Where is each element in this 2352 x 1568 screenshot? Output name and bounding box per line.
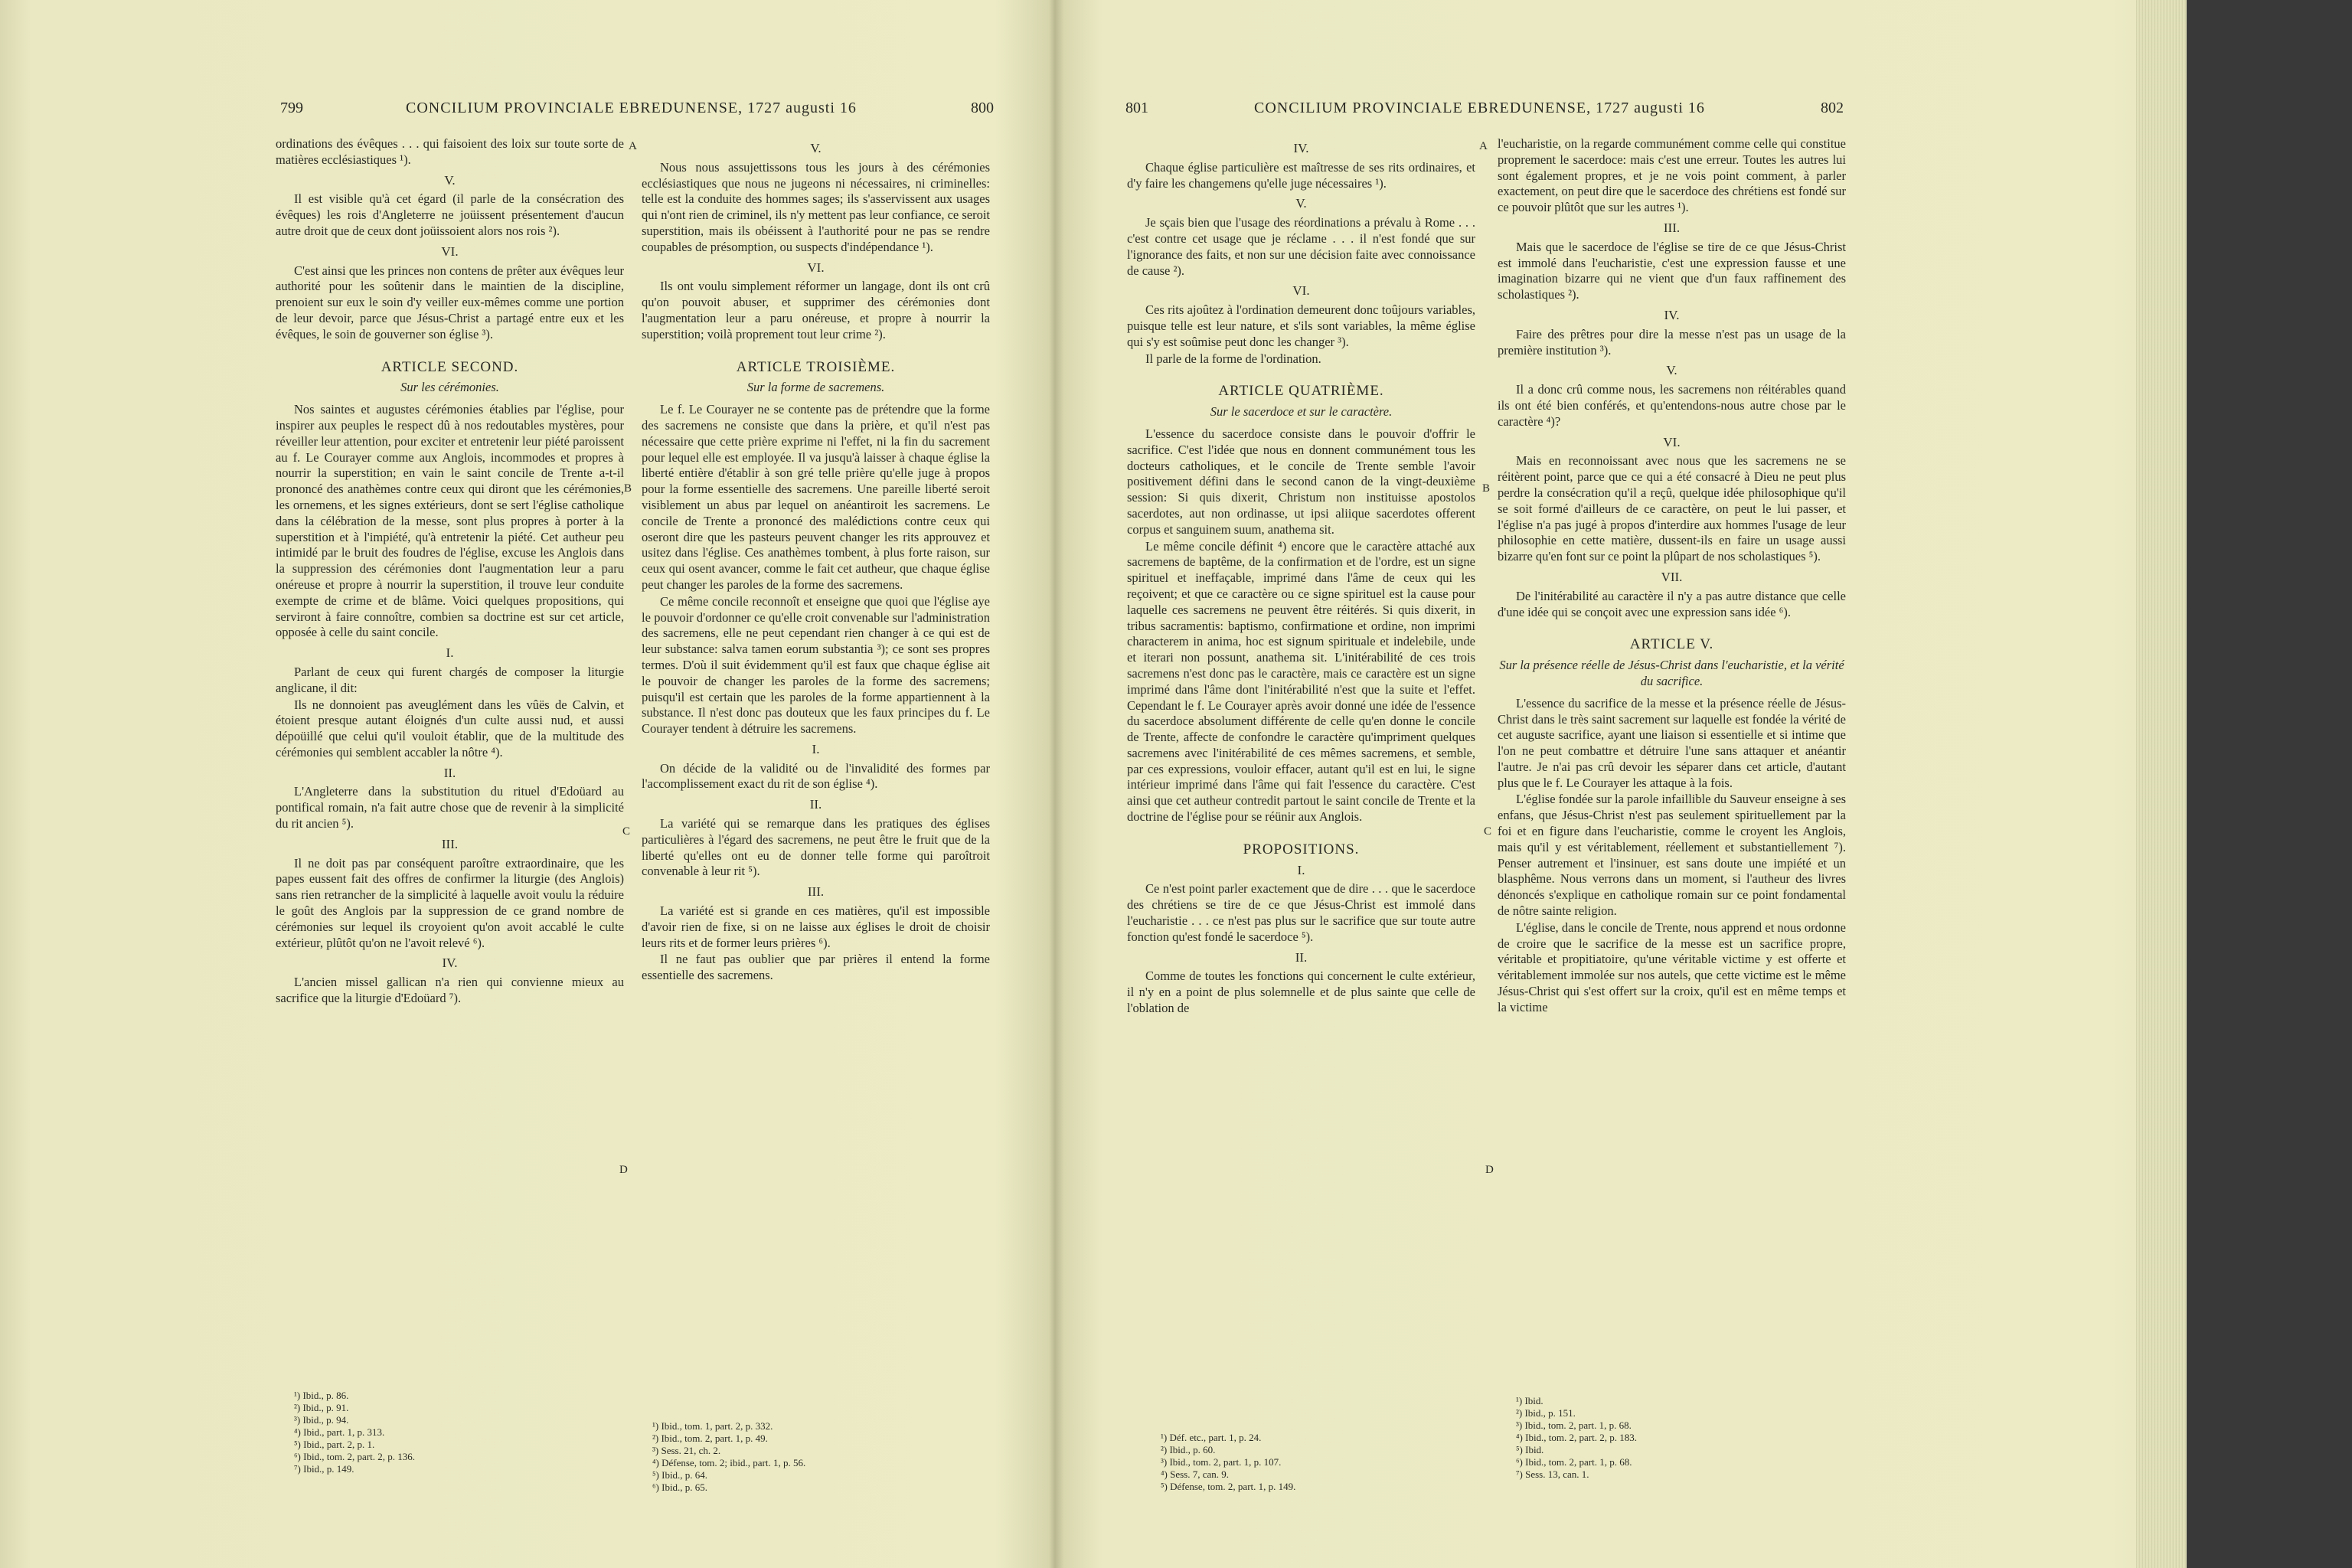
running-title: CONCILIUM PROVINCIALE EBREDUNENSE, 1727 augusti 16 — [1254, 100, 1705, 116]
paragraph: La variété qui se remarque dans les pratiques des églises particulières à l'égard des sacremens, ne peut être le fruit que de la liberté qu'elles ont eu de donner telle forme qui paroîtroit convenable à leur rit ⁵). — [642, 816, 990, 879]
section-number: I. — [812, 741, 820, 756]
background-cloth — [2187, 0, 2352, 1568]
footnote: ⁴) Sess. 7, can. 9. — [1161, 1468, 1230, 1480]
footnote: ⁶) Ibid., p. 65. — [652, 1481, 708, 1493]
page-number: 799 — [280, 100, 303, 116]
section-number: IV. — [1293, 141, 1309, 155]
footnote: ¹) Déf. etc., part. 1, p. 24. — [1161, 1432, 1262, 1443]
paragraph: Comme de toutes les fonctions qui concernent le culte extérieur, il n'y en a point de plus solemnelle et de plus sainte que celle de l'oblation de — [1127, 969, 1475, 1016]
paragraph: Il a donc crû comme nous, les sacremens non réitérables quand ils ont été bien conférés, et qu'entendons-nous autre chose par le caractère ⁴)? — [1498, 382, 1846, 429]
margin-letter: C — [622, 825, 631, 838]
running-title: CONCILIUM PROVINCIALE EBREDUNENSE, 1727 augusti 16 — [406, 100, 857, 116]
section-number: VI. — [441, 243, 459, 259]
margin-letter: D — [619, 1164, 628, 1176]
footnote: ⁵) Ibid., p. 64. — [652, 1469, 708, 1481]
paragraph: On décide de la validité ou de l'invalidité des formes par l'accomplissement exact du rit de son église ⁴). — [642, 760, 990, 792]
footnote: ¹) Ibid. — [1516, 1395, 1544, 1406]
paragraph: Il ne doit pas par conséquent paroître extraordinaire, que les papes eussent fait des offres de confirmer la liturgie (des Anglois) sans rien retrancher de la simplicité à laquelle avoit voulu la réduire le goût des Anglois par la suppression de ce grand nombre de cérémonies sur lequel ils croyoient qu'on avoit accablé le culte extérieur, plûtôt qu'on ne l'avoit relevé ⁶). — [276, 855, 624, 950]
paragraph: Ce n'est point parler exactement que de dire . . . que le sacerdoce des chrétiens se tire de ce que Jésus-Christ est immolé dans l'eucharistie . . . ce n'est pas plus sur le sacrifice que sur toute autre fonction qu'est fondé le sacerdoce ⁵). — [1127, 881, 1475, 944]
footnote: ⁵) Ibid., part. 2, p. 1. — [294, 1439, 375, 1450]
section-number: V. — [1295, 196, 1307, 211]
section-number: VI. — [1663, 434, 1681, 449]
paragraph: Ils ont voulu simplement réformer un langage, dont ils ont crû qu'on pouvoit abuser, et supprimer des cérémonies dont l'augmentation leur a paru onéreuse, et propre à nourrir la superstition; voilà proprement tout leur crime ²). — [642, 279, 990, 341]
paragraph: Il parle de la forme de l'ordination. — [1145, 351, 1321, 366]
footnote: ²) Ibid., p. 91. — [294, 1402, 349, 1413]
paragraph: L'essence du sacrifice de la messe et la présence réelle de Jésus-Christ dans le très saint sacrement sur laquelle est fondée la vérité de cet auguste sacrifice, ayant une liaison si essentielle et si intime que l'on ne peut combattre et détruire l'une sans attaquer et anéantir l'autre. Je n'ai pas crû devoir les séparer dans cet article, d'autant plus que le f. Le Courayer les attaque à la fois. — [1498, 695, 1846, 790]
article-heading: ARTICLE V. — [1629, 636, 1714, 653]
section-number: III. — [441, 836, 459, 851]
section-number: V. — [1666, 363, 1677, 378]
paragraph: La variété est si grande en ces matières, qu'il est impossible d'avoir rien de fixe, si on ne laisse aux églises le droit de choisir leurs rits et de former leurs prières ⁶). — [642, 903, 990, 950]
footnote: ¹) Ibid., tom. 1, part. 2, p. 332. — [652, 1420, 773, 1432]
section-number: II. — [443, 765, 456, 780]
section-number: VI. — [1292, 283, 1310, 299]
footnote: ²) Ibid., tom. 2, part. 1, p. 49. — [652, 1432, 768, 1444]
section-number: II. — [809, 797, 822, 812]
footnote: ⁴) Défense, tom. 2; ibid., part. 1, p. 56. — [652, 1457, 806, 1468]
left-page — [0, 0, 1049, 1568]
page-number: 802 — [1821, 100, 1844, 116]
paragraph: De l'initérabilité au caractère il n'y a pas autre distance que celle d'une idée qui se conçoit avec une expression sans idée ⁶). — [1498, 588, 1846, 619]
paragraph: Chaque église particulière est maîtresse de ses rits ordinaires, et d'y faire les changemens qu'elle juge nécessaires ¹). — [1127, 159, 1475, 191]
footnotes-column-2 — [652, 1420, 805, 1494]
footnotes-column-2 — [1516, 1395, 1637, 1481]
footnote: ¹) Ibid., p. 86. — [294, 1390, 349, 1401]
section-number: III. — [1663, 220, 1681, 235]
footnote: ³) Ibid., tom. 2, part. 1, p. 107. — [1161, 1456, 1282, 1468]
paragraph: Il ne faut pas oublier que par prières il entend la forme essentielle des sacremens. — [642, 952, 990, 983]
paragraph: l'eucharistie, on la regarde communément comme celle qui constitue proprement le sacerdoce: mais c'est une erreur. Toutes les autres lui sont également propres, et je ne vois point comment, à parler exactement, on peut dire que le sacerdoce des chrétiens est fondé sur ce pouvoir plûtôt que sur les autres ¹). — [1498, 136, 1846, 215]
paragraph: Parlant de ceux qui furent chargés de composer la liturgie anglicane, il dit: — [276, 664, 624, 695]
page-number: 801 — [1125, 100, 1148, 116]
paragraph: Nos saintes et augustes cérémonies établies par l'église, pour inspirer aux peuples le respect dû à nos redoutables mystères, pour réveiller leur attention, pour exciter et entretenir leur piété paroissent au f. Le Courayer comme aux Anglois, incommodes et propres à nourrir la superstition; en vain le saint concile de Trente a-t-il prononcé des anathèmes contre ceux qui diront que les cérémonies, les ornemens, et les signes extérieurs, dont se sert l'église catholique dans la célébration de la messe, sont plus propres à porter à la superstition et à l'impiété, qu'à entretenir la piété. Cet autheur peu intimidé par le bruit des foudres de l'église, excuse les Anglois dans la suppression des cérémonies dont l'augmentation leur a paru onéreuse et propre à nourrir la superstition, il trouve leur conduite exempte de crime et de blâme. Voici quelques propositions, qui serviront à faire connoître, combien sa doctrine est sur cet article, opposée à celle du saint concile. — [276, 402, 624, 640]
section-number: VII. — [1661, 569, 1683, 584]
section-number: IV. — [442, 956, 458, 971]
paragraph: ordinations des évêques . . . qui faisoient des loix sur toute sorte de matières ecclésiastiques ¹). — [276, 136, 624, 167]
article-subtitle: Sur la forme de sacremens. — [746, 380, 885, 395]
footnote: ⁵) Défense, tom. 2, part. 1, p. 149. — [1161, 1481, 1296, 1492]
paragraph: Ce même concile reconnoît et enseigne que quoi que l'église aye le pouvoir d'ordonner ce qu'elle croit convenable sur l'administration des sacremens, elle ne peut cependant rien changer à ce qui est de leur substance: salva tamen eorum substantia ³); ce sont ses propres termes. D'où il suit évidemment qu'il est faux que chaque église ait le pouvoir de changer les paroles de la forme des sacremens; puisqu'il est certain que les paroles de la forme appartiennent à la substance. Il n'est donc pas douteux que les faux principes du f. Le Courayer tendent à détruire les sacremens. — [642, 593, 990, 737]
article-heading: PROPOSITIONS. — [1243, 841, 1360, 858]
footnote: ²) Ibid., p. 60. — [1161, 1444, 1216, 1455]
running-header — [0, 100, 1049, 130]
section-number: I. — [446, 645, 454, 661]
text-column-1 — [276, 136, 624, 1008]
footnote: ³) Sess. 21, ch. 2. — [652, 1445, 721, 1456]
footnote: ³) Ibid., p. 94. — [294, 1414, 349, 1426]
paragraph: L'essence du sacerdoce consiste dans le pouvoir d'offrir le sacrifice. C'est l'idée que nous en donnent communément tous les docteurs catholiques, et le concile de Trente semble l'avoir positivement défini dans le second canon de la vingt-deuxième session: Si quis dixerit, Christum non instituisse apostolos sacerdotes, aut non ordinasse, ut ipsi aliique sacerdotes offerent corpus et sanguinem suum, anathema sit. — [1127, 426, 1475, 537]
footnote: ⁷) Ibid., p. 149. — [294, 1463, 354, 1475]
text-column-2 — [1498, 136, 1846, 1017]
paragraph: Faire des prêtres pour dire la messe n'est pas un usage de la première institution ³). — [1498, 326, 1846, 358]
running-header — [1087, 100, 2144, 130]
article-subtitle: Sur la présence réelle de Jésus-Christ dans l'eucharistie, et la vérité du sacrifice. — [1499, 658, 1844, 688]
section-number: VI. — [807, 260, 825, 275]
footnotes-column-1 — [294, 1390, 415, 1475]
section-number: II. — [1295, 949, 1308, 965]
margin-letter: B — [1482, 482, 1491, 495]
section-number: V. — [810, 141, 822, 155]
paragraph: Ils ne donnoient pas aveuglément dans les vûës de Calvin, et étoient presque autant éloignés d'un culte aussi nud, et aussi dépoüillé que celui qu'il vouloit établir, que de la multitude des cérémonies qui semblent accabler la nôtre ⁴). — [276, 697, 624, 760]
paragraph: L'Angleterre dans la substitution du rituel d'Edoüard au pontifical romain, n'a fait autre chose que de revenir à la simplicité du rit ancien ⁵). — [276, 784, 624, 831]
paragraph: Le f. Le Courayer ne se contente pas de prétendre que la forme des sacremens ne consiste que dans la prière, et qu'il n'est pas nécessaire que cette prière exprime ni l'effet, ni la fin du sacrement pour lequel elle est employée. Il va jusqu'à laisser à chaque église la liberté entière d'établir à son gré telle prière qu'elle juge à propos pour la forme essentielle des sacremens. Une pareille liberté seroit visiblement un abus par lequel on anéantiroit les sacremens. Le concile de Trente a prononcé des malédictions contre ceux qui oseront dire que les pasteurs peuvent changer les rits approuvez et usitez dans l'église. Ces anathèmes tombent, à plus forte raison, sur ceux qui osent avancer, comme le fait cet autheur, que chaque église peut changer les paroles de la forme des sacremens. — [642, 402, 990, 592]
margin-letter: D — [1485, 1164, 1494, 1176]
paragraph: Nous nous assujettissons tous les jours à des cérémonies ecclésiastiques que nous ne jugeons ni nécessaires, ni criminelles: telle est la conduite des hommes sages; ils s'asservissent aux usages qui n'ont rien de criminel, ils n'y mettent pas leur confiance, ce seroit superstition, mais ils obéissent à l'authorité pour ne pas se rendre coupables de présomption, ou suspects d'indépendance ¹). — [642, 159, 990, 254]
article-heading: ARTICLE SECOND. — [381, 358, 519, 375]
paragraph: Ces rits ajoûtez à l'ordination demeurent donc toûjours variables, puisque telle est leur nature, et s'ils sont variables, la même église qui s'y est soûmise peut donc les changer ³). — [1127, 302, 1475, 349]
page-number: 800 — [971, 100, 994, 116]
margin-letter: A — [629, 140, 637, 152]
margin-letter: A — [1479, 140, 1488, 152]
article-subtitle: Sur les cérémonies. — [400, 380, 499, 395]
margin-letter: B — [624, 482, 632, 495]
footnote: ⁴) Ibid., part. 1, p. 313. — [294, 1426, 385, 1438]
paragraph: L'ancien missel gallican n'a rien qui convienne mieux au sacrifice que la liturgie d'Edoüard ⁷). — [276, 975, 624, 1006]
footnote: ⁷) Sess. 13, can. 1. — [1516, 1468, 1589, 1480]
footnote: ⁵) Ibid. — [1516, 1444, 1544, 1455]
footnote: ⁶) Ibid., tom. 2, part. 1, p. 68. — [1516, 1456, 1632, 1468]
footnotes-column-1 — [1161, 1432, 1295, 1493]
paragraph: Mais que le sacerdoce de l'église se tire de ce que Jésus-Christ est immolé dans l'eucharistie, c'est une expression fausse et une imagination bizarre qui ne vient que d'un faux raffinement des scholastiques ²). — [1498, 239, 1846, 302]
margin-letter: C — [1484, 825, 1492, 838]
text-column-1 — [1127, 136, 1475, 1018]
footnote: ³) Ibid., tom. 2, part. 1, p. 68. — [1516, 1419, 1632, 1431]
section-number: I. — [1297, 862, 1305, 877]
paragraph: Je sçais bien que l'usage des réordinations a prévalu à Rome . . . c'est contre cet usage que je réclame . . . il n'est fondé que sur l'ignorance des faits, et non sur une décision faite avec connoissance de cause ²). — [1127, 215, 1475, 278]
footnote: ⁶) Ibid., tom. 2, part. 2, p. 136. — [294, 1451, 415, 1462]
paragraph: Le même concile définit ⁴) encore que le caractère attaché aux sacremens de baptême, de la confirmation et de l'ordre, est un signe spirituel et ineffaçable, imprimé dans l'âme de ceux qui les reçoivent; et que ce caractère ou ce signe spirituel est la cause pour laquelle ces sacremens ne peuvent être réitérés. Si quis dixerit, in tribus sacramentis: baptismo, confirmatione et ordine, non imprimi characterem in anima, hoc est signum spirituale et indelebile, unde et iterari non possunt, anathema sit. L'initérabilité de ces trois sacremens n'est donc pas le caractère, mais ce caractère est un signe imprimé dans l'âme dont l'initérabilité n'est que la suite et l'effet. Cependant le f. Le Courayer après avoir donné une idée de l'essence du sacerdoce absolument différente de celle qu'en donne le concile de Trente, affecte de confondre le caractère qu'impriment quelques sacremens avec l'initérabilité de ces mêmes sacremens, et semble, par ces expressions, vouloir effacer, autant qu'il est en lui, le signe intérieur imprimé dans l'âme qui fait l'essence du caractère. C'est ainsi que cet autheur contredit partout le saint concile de Trente et la doctrine de l'église pour se réünir aux Anglois. — [1127, 538, 1475, 825]
article-heading: ARTICLE QUATRIÈME. — [1218, 383, 1384, 400]
section-number: IV. — [1664, 307, 1680, 322]
paragraph: L'église, dans le concile de Trente, nous apprend et nous ordonne de croire que le sacrifice de la messe est un sacrifice propre, véritable et propitiatoire, qu'une véritable victime y est offerte et véritablement immolée sur nos autels, que cette victime est le même Jésus-Christ qui s'est offert sur la croix, qu'il est en même temps et la victime — [1498, 920, 1846, 1014]
paragraph: C'est ainsi que les princes non contens de prêter aux évêques leur authorité pour les soûtenir dans le maintien de la discipline, prenoient sur eux le soin d'y veiller eux-mêmes comme une portion de leur devoir, parce que Jésus-Christ a partagé entre eux et les évêques, le soin de gouverner son église ³). — [276, 263, 624, 341]
section-number: III. — [807, 884, 825, 900]
section-number: V. — [444, 172, 456, 188]
right-page — [1087, 0, 2144, 1568]
paragraph: Il est visible qu'à cet égard (il parle de la consécration des évêques) les rois d'Angleterre ne joüissent présentement d'aucun autre droit que de ceux dont joüissoient alors nos rois ²). — [276, 191, 624, 238]
footnote: ²) Ibid., p. 151. — [1516, 1407, 1576, 1419]
article-heading: ARTICLE TROISIÈME. — [736, 358, 896, 375]
paragraph: L'église fondée sur la parole infaillible du Sauveur enseigne à ses enfans, que Jésus-Christ n'est pas seulement spirituellement par la foi et en figure dans l'eucharistie, comme le croyent les Anglois, mais qu'il y est véritablement, réellement et substantiellement ⁷). Penser autrement et l'insinuer, est sans doute une impiété et un blasphême. Nous verrons dans un moment, si l'autheur des livres dénoncés s'explique en catholique romain sur ce point fondamental de nôtre sainte religion. — [1498, 792, 1846, 919]
footnote: ⁴) Ibid., tom. 2, part. 2, p. 183. — [1516, 1432, 1637, 1443]
article-subtitle: Sur le sacerdoce et sur le caractère. — [1210, 404, 1393, 420]
text-column-2 — [642, 136, 990, 985]
paragraph: Mais en reconnoissant avec nous que les sacremens ne se réitèrent point, parce que ce qui a été consacré à Dieu ne peut plus perdre la consécration qu'il a reçû, quelque idée philosophique qu'il se soit formé d'ailleurs de ce caractère, on peut le lui passer, et l'église n'a pas jugé à propos d'interdire aux hommes l'usage de leur philosophie en cette matière, dussent-ils en faire un usage aussi bizarre qu'en font sur ce point la plûpart de nos scholastiques ⁵). — [1498, 453, 1846, 564]
